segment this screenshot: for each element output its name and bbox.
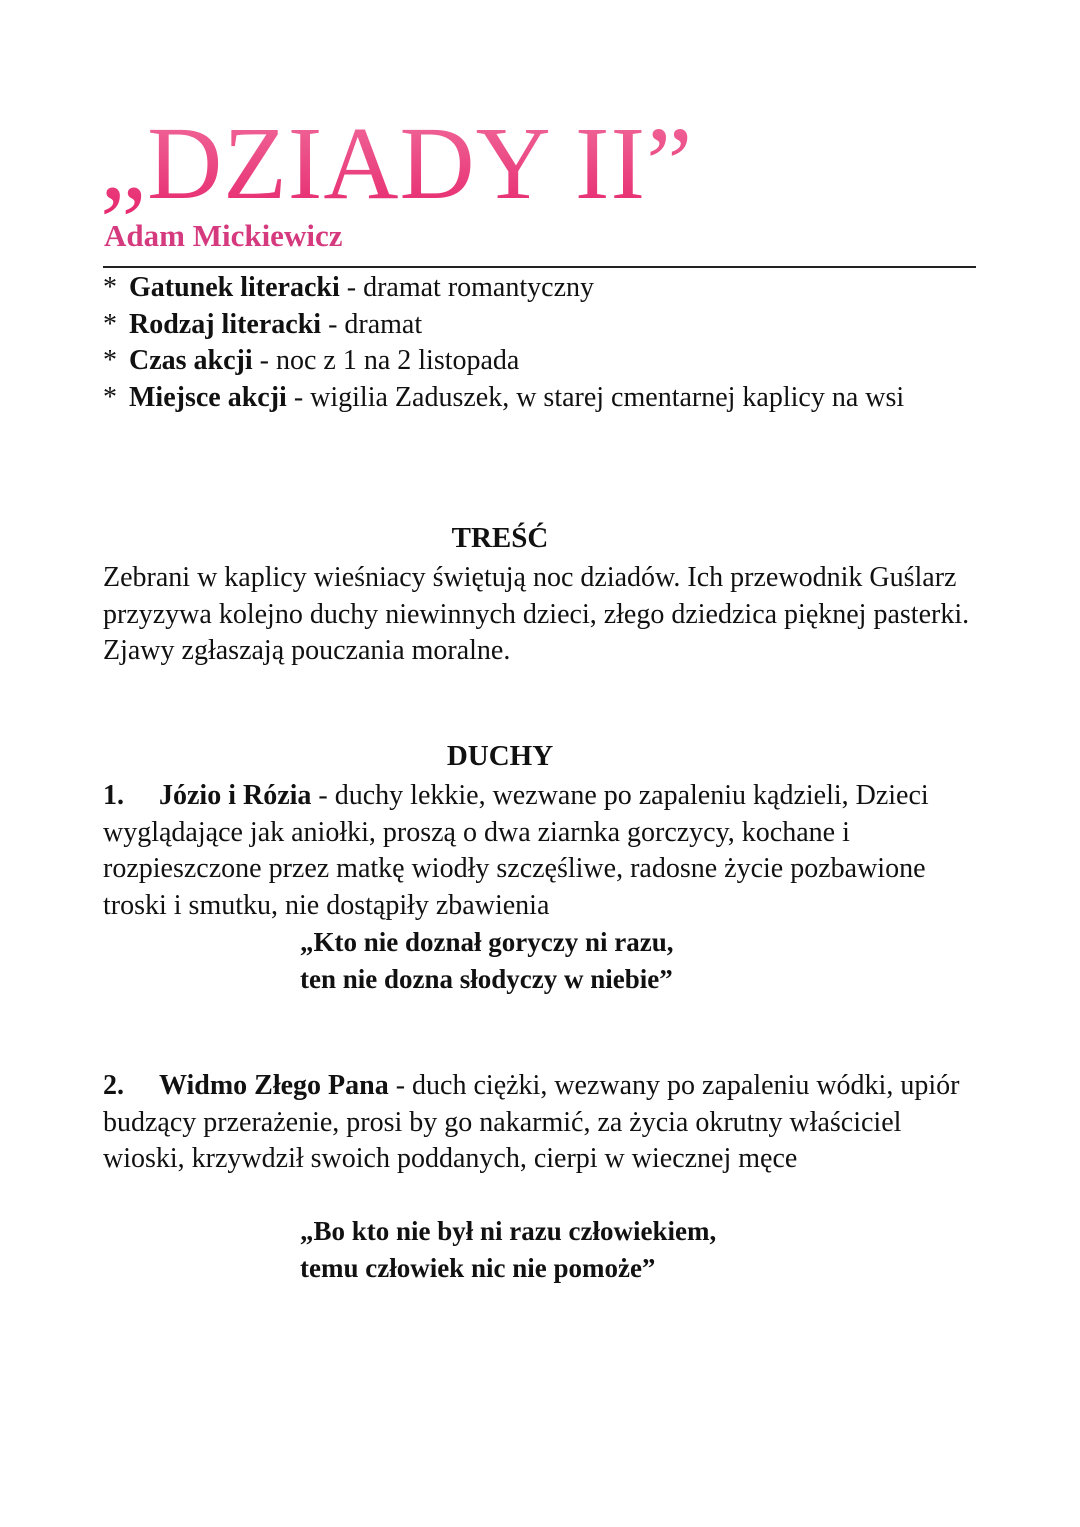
document-title: „DZIADY II” — [100, 106, 694, 221]
fact-label: Miejsce akcji — [129, 381, 287, 413]
tresc-heading: TREŚĆ — [451, 522, 549, 554]
ghost-name: Józio i Rózia — [159, 780, 312, 811]
quote-line: „Kto nie doznał goryczy ni razu, — [300, 927, 674, 957]
fact-value: - dramat romantyczny — [339, 272, 594, 303]
ghost-item — [103, 1068, 983, 1178]
ghost-description: - duchy lekkie, wezwane po zapaleniu kądzieli, Dzieci wyglądające jak aniołki, proszą o dwa ziarnka gorczycy, kochane i rozpieszczone przez matkę wiodły szczęśliwe, radosne życie pozbawione troski i smutku, nie dostąpiły zbawienia — [103, 780, 929, 921]
fact-item — [103, 270, 983, 307]
bullet: * — [103, 345, 117, 376]
item-number: 2. — [103, 1070, 124, 1101]
fact-value: - dramat — [321, 308, 423, 340]
ghost-description: - duch ciężki, wezwany po zapaleniu wódki, upiór budzący przerażenie, prosi by go nakarmić, za życia okrutny właściciel wioski, krzywdził swoich poddanych, cierpi w wiecznej męce — [103, 1070, 960, 1174]
quote-line: temu człowiek nic nie pomoże” — [300, 1252, 656, 1283]
ghost-item — [103, 778, 983, 924]
ghost-name: Widmo Złego Pana — [159, 1070, 389, 1101]
fact-label: Gatunek literacki — [129, 272, 340, 303]
bullet: * — [103, 308, 117, 340]
tresc-text: Zebrani w kaplicy wieśniacy świętują noc dziadów. Ich przewodnik Guślarz przyzywa kolejno duchy niewinnych dzieci, złego dziedzica pięknej pasterki. Zjawy zgłaszają pouczania moralne. — [103, 562, 970, 666]
quote-line: „Bo kto nie był ni razu człowiekiem, — [300, 1216, 717, 1246]
fact-label: Rodzaj literacki — [129, 308, 322, 340]
facts-list — [103, 270, 983, 416]
item-number: 1. — [103, 780, 124, 811]
fact-item — [103, 380, 983, 417]
fact-value: - noc z 1 na 2 listopada — [252, 345, 520, 376]
fact-item — [103, 343, 983, 380]
divider — [103, 266, 976, 268]
quote — [300, 1213, 716, 1286]
duchy-heading: DUCHY — [446, 740, 554, 772]
quote — [300, 924, 673, 997]
bullet: * — [103, 381, 117, 413]
bullet: * — [103, 272, 117, 303]
author: Adam Mickiewicz — [104, 218, 343, 253]
quote-line: ten nie dozna słodyczy w niebie” — [300, 963, 673, 994]
fact-label: Czas akcji — [129, 345, 253, 376]
fact-item — [103, 307, 983, 344]
fact-value: - wigilia Zaduszek, w starej cmentarnej kaplicy na wsi — [286, 381, 905, 413]
